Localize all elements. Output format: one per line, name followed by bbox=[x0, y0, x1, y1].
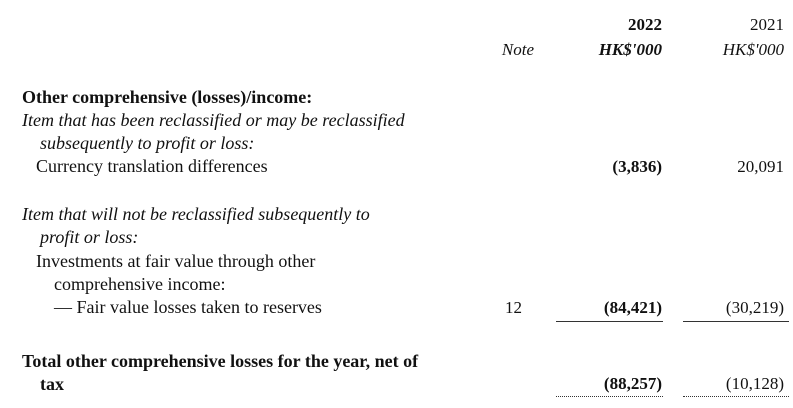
note-column-header: Note bbox=[501, 40, 534, 59]
year-prior-header: 2021 bbox=[750, 15, 784, 34]
nonreclass-subheading-line1: Item that will not be reclassified subsequently to bbox=[22, 204, 370, 224]
reclass-subheading-line1: Item that has been reclassified or may be reclassified bbox=[22, 110, 405, 130]
total-2021: (10,128) bbox=[725, 374, 784, 393]
currency-translation-label: Currency translation differences bbox=[36, 156, 268, 176]
currency-translation-2022: (3,836) bbox=[612, 157, 662, 176]
subtotal-rule-2022 bbox=[556, 321, 663, 322]
oci-section-title: Other comprehensive (losses)/income: bbox=[22, 87, 313, 107]
investments-label-line2: comprehensive income: bbox=[54, 274, 226, 294]
nonreclass-subheading-line2: profit or loss: bbox=[40, 227, 139, 247]
total-label-line1: Total other comprehensive losses for the year, net of bbox=[22, 351, 419, 371]
total-dotted-rule-2021 bbox=[683, 396, 789, 397]
subtotal-rule-2021 bbox=[683, 321, 789, 322]
fair-value-losses-note: 12 bbox=[505, 298, 522, 317]
fair-value-losses-label: — Fair value losses taken to reserves bbox=[54, 297, 322, 317]
unit-prior-header: HK$'000 bbox=[722, 40, 784, 59]
fair-value-losses-2022: (84,421) bbox=[603, 298, 662, 317]
total-dotted-rule-2022 bbox=[556, 396, 663, 397]
total-label-line2: tax bbox=[40, 374, 64, 394]
fair-value-losses-2021: (30,219) bbox=[725, 298, 784, 317]
reclass-subheading-line2: subsequently to profit or loss: bbox=[40, 133, 255, 153]
year-current-header: 2022 bbox=[628, 15, 662, 34]
total-2022: (88,257) bbox=[603, 374, 662, 393]
investments-label-line1: Investments at fair value through other bbox=[36, 251, 316, 271]
unit-current-header: HK$'000 bbox=[598, 40, 662, 59]
currency-translation-2021: 20,091 bbox=[737, 157, 784, 176]
